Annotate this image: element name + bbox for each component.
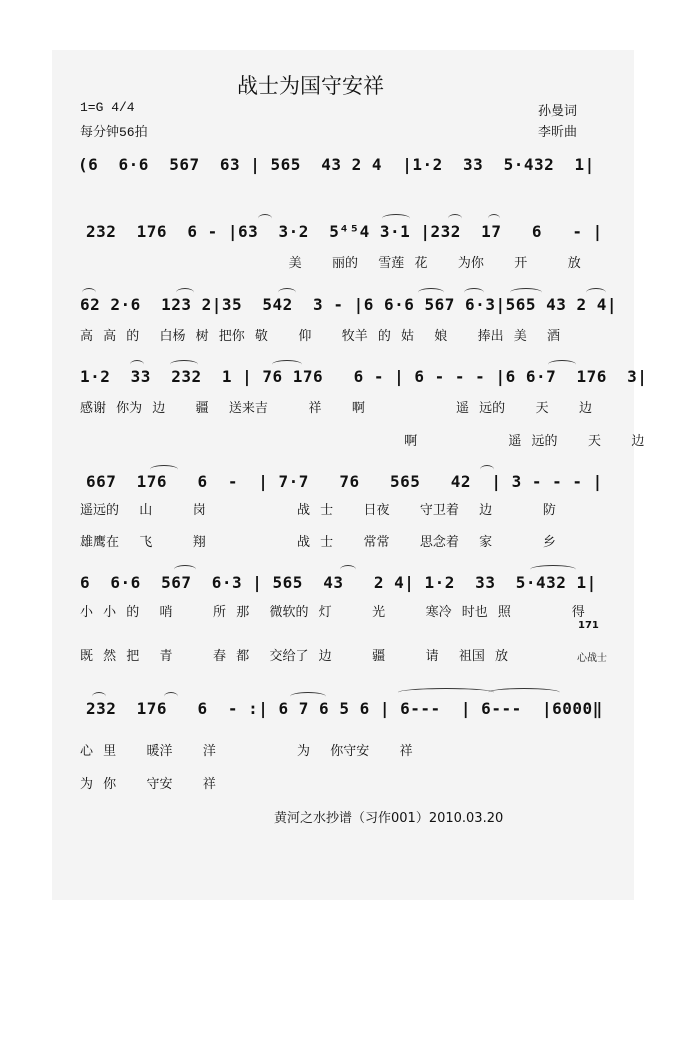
lyric-line-4a: 感谢 你为 边 疆 送来吉 祥 啊 遥 远的 天 边 — [80, 401, 592, 416]
notation-line-7: 232 176 6 - :| 6 7 6 5 6 | 6--- | 6--- |6000‖ — [86, 699, 603, 718]
song-title: 战士为国守安祥 — [237, 74, 384, 98]
alternate-lyric: 心战士 — [577, 653, 607, 664]
transcription-footer: 黄河之水抄谱（习作001）2010.03.20 — [274, 811, 504, 826]
notation-line-1: (6 6·6 567 63 | 565 43 2 4 |1·2 33 5·432 1| — [78, 155, 595, 174]
tempo-marking: 每分钟56拍 — [80, 125, 148, 140]
lyric-line-7a: 心 里 暖洋 洋 为 你守安 祥 — [80, 744, 413, 759]
slur-mark — [176, 288, 194, 297]
lyric-line-4b: 啊 遥 远的 天 边 — [80, 434, 645, 449]
lyric-line-5b: 雄鹰在 飞 翔 战 士 常常 思念着 家 乡 — [80, 535, 556, 550]
slur-mark — [464, 288, 484, 297]
slur-mark — [170, 360, 198, 369]
slur-mark — [382, 214, 410, 223]
notation-line-5: 667 176 6 - | 7·7 76 565 42 | 3 - - - | — [86, 472, 603, 491]
lyric-line-6a: 小 小 的 哨 所 那 微软的 灯 光 寒冷 时也 照 得 — [80, 605, 585, 620]
slur-mark — [130, 360, 144, 369]
slur-mark — [272, 360, 302, 369]
slur-mark — [150, 465, 178, 474]
lyric-line-2a: 美 丽的 雪莲 花 为你 开 放 — [86, 256, 581, 271]
tie-mark — [398, 688, 494, 697]
slur-mark — [92, 692, 106, 701]
composer-credit: 李昕曲 — [538, 125, 578, 140]
slur-mark — [480, 465, 494, 474]
slur-mark — [258, 214, 272, 223]
slur-mark — [174, 565, 196, 574]
slur-mark — [510, 288, 542, 297]
slur-mark — [164, 692, 178, 701]
tie-mark — [488, 688, 560, 697]
notation-line-6: 6 6·6 567 6·3 | 565 43 2 4| 1·2 33 5·432 1| — [80, 573, 597, 592]
notation-line-3: 62 2·6 123 2|35 542 3 - |6 6·6 567 6·3|565 43 2 4| — [80, 295, 618, 314]
slur-mark — [548, 360, 576, 369]
key-signature: 1=G 4/4 — [80, 100, 135, 115]
slur-mark — [586, 288, 606, 297]
slur-mark — [82, 288, 96, 297]
lyric-line-5a: 遥远的 山 岗 战 士 日夜 守卫着 边 防 — [80, 503, 556, 518]
lyric-line-7b: 为 你 守安 祥 — [80, 777, 216, 792]
lyric-line-3a: 高 高 的 白杨 树 把你 敬 仰 牧羊 的 姑 娘 捧出 美 酒 — [80, 329, 561, 344]
notation-line-4: 1·2 33 232 1 | 76 176 6 - | 6 - - - |6 6·7 176 3| — [80, 367, 648, 386]
slur-mark — [448, 214, 462, 223]
lyricist-credit: 孙曼词 — [538, 104, 578, 119]
slur-mark — [530, 565, 576, 574]
slur-mark — [418, 288, 444, 297]
slur-mark — [290, 692, 326, 701]
notation-line-2: 232 176 6 - |63 3·2 5⁴⁵4 3·1 |232 17 6 - | — [86, 222, 603, 241]
lyric-line-6b: 既 然 把 青 春 都 交给了 边 疆 请 祖国 放 — [80, 649, 509, 664]
alternate-notes: 171 — [578, 620, 599, 631]
slur-mark — [340, 565, 356, 574]
slur-mark — [278, 288, 296, 297]
slur-mark — [488, 214, 500, 223]
